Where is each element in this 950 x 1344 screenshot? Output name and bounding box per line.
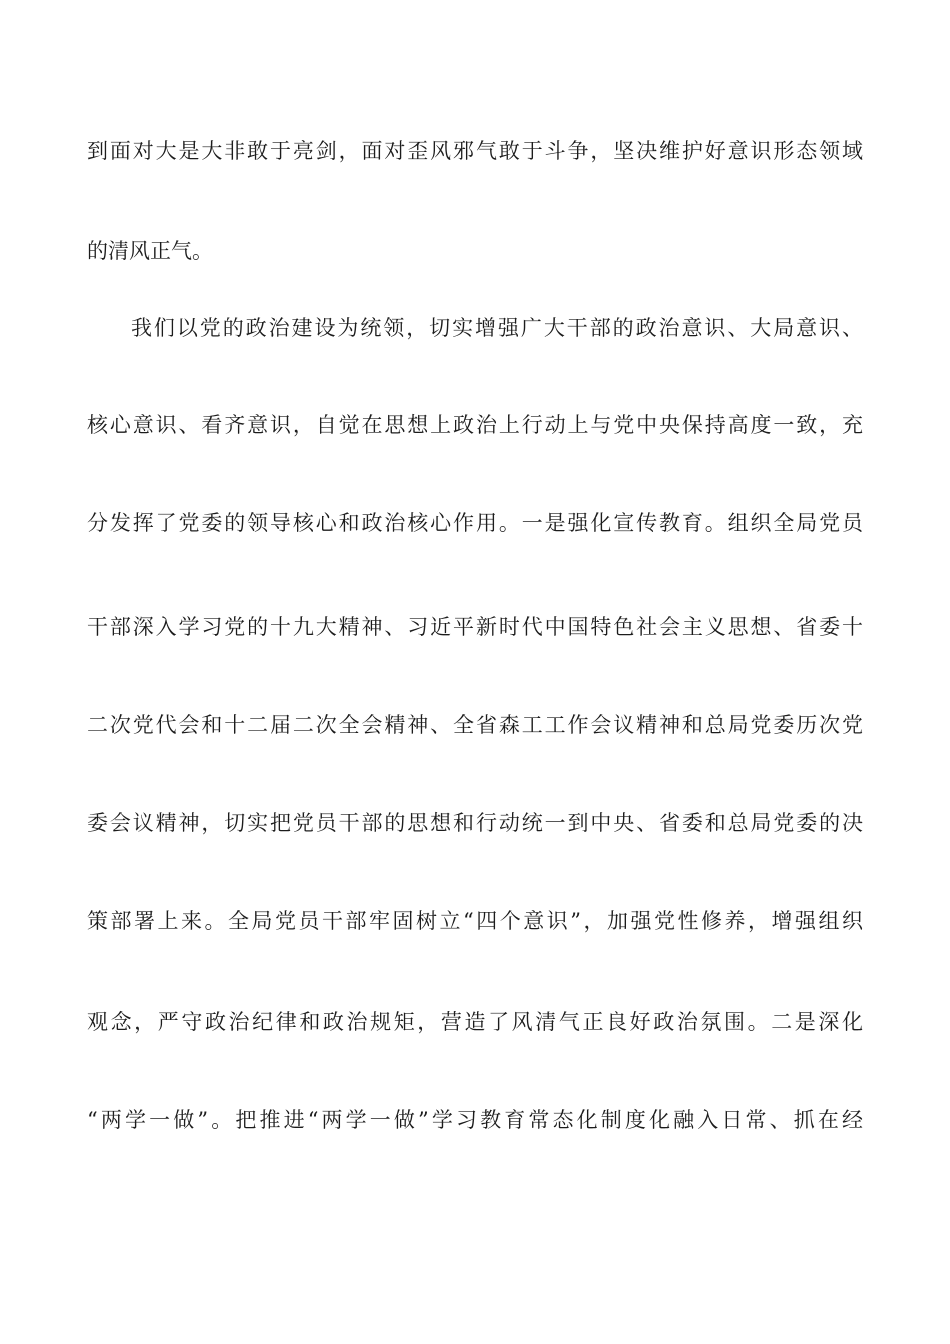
text-line-6: 干部深入学习党的十九大精神、习近平新时代中国特色社会主义思想、省委十 [87,615,863,639]
text-line-1: 到面对大是大非敢于亮剑，面对歪风邪气敢于斗争，坚决维护好意识形态领域 [87,139,863,163]
paragraph-first-line: 我们以党的政治建设为统领，切实增强广大干部的政治意识、大局意识、 [131,316,863,340]
text-line-4: 核心意识、看齐意识，自觉在思想上政治上行动上与党中央保持高度一致，充 [87,413,863,437]
text-line-7: 二次党代会和十二届二次全会精神、全省森工工作会议精神和总局党委历次党 [87,713,863,737]
text-line-10: 观念，严守政治纪律和政治规矩，营造了风清气正良好政治氛围。二是深化 [87,1010,863,1034]
text-line-5: 分发挥了党委的领导核心和政治核心作用。一是强化宣传教育。组织全局党员 [87,511,863,535]
text-line-9: 策部署上来。全局党员干部牢固树立“四个意识”，加强党性修养，增强组织 [87,909,863,933]
text-line-8: 委会议精神，切实把党员干部的思想和行动统一到中央、省委和总局党委的决 [87,811,863,835]
text-line-11: “两学一做”。把推进“两学一做”学习教育常态化制度化融入日常、抓在经 [87,1108,863,1132]
text-line-2: 的清风正气。 [87,239,213,263]
